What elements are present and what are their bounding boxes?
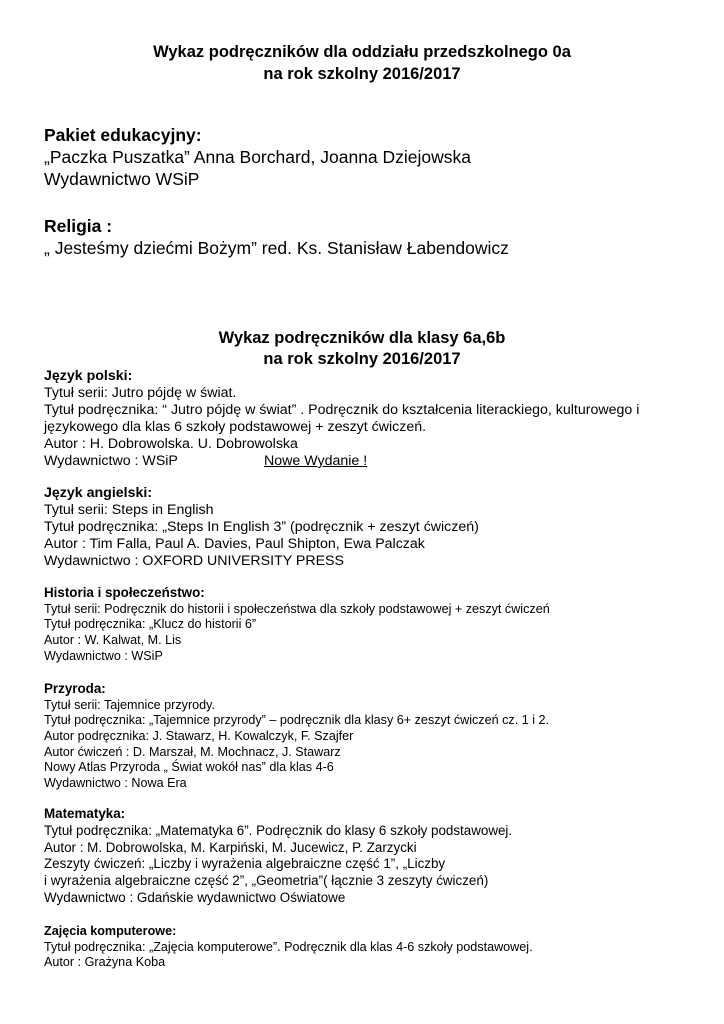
section-komputerowe	[44, 924, 684, 971]
religia-title-line: „ Jesteśmy dziećmi Bożym” red. Ks. Stanisław Łabendowicz	[44, 238, 509, 258]
title-preschool-line2: na rok szkolny 2016/2017	[263, 65, 461, 83]
workbooks-line-2: i wyrażenia algebraiczne część 2”, „Geometria”( łącznie 3 zeszyty ćwiczeń)	[44, 873, 489, 889]
textbook-line: Tytuł podręcznika: „Klucz do historii 6”	[44, 617, 257, 632]
new-edition-note: Nowe Wydanie !	[264, 453, 368, 469]
section-heading: Język angielski:	[44, 485, 153, 501]
section-heading: Historia i społeczeństwo:	[44, 585, 205, 600]
textbook-line: Tytuł podręcznika: „Tajemnice przyrody” – podręcznik dla klasy 6+ zeszyt ćwiczeń cz. 1 i 2.	[44, 713, 550, 728]
series-line: Tytuł serii: Jutro pójdę w świat.	[44, 385, 237, 401]
author-line: Autor : H. Dobrowolska. U. Dobrowolska	[44, 436, 298, 452]
section-heading: Przyroda:	[44, 681, 106, 696]
textbook-author-line: Autor podręcznika: J. Stawarz, H. Kowalczyk, F. Szajfer	[44, 728, 354, 743]
series-line: Tytuł serii: Podręcznik do historii i społeczeństwa dla szkoły podstawowej + zeszyt ćwiczeń	[44, 601, 550, 616]
section-historia	[44, 585, 684, 664]
section-angielski	[44, 485, 684, 570]
publisher-line: Wydawnictwo : Gdańskie wydawnictwo Oświatowe	[44, 889, 346, 905]
textbook-line: Tytuł podręcznika: „Matematyka 6”. Podręcznik do klasy 6 szkoły podstawowej.	[44, 822, 513, 838]
title-preschool-line1: Wykaz podręczników dla oddziału przedszkolnego 0a	[153, 43, 571, 61]
author-line: Autor : W. Kalwat, M. Lis	[44, 632, 182, 647]
publisher-line: Wydawnictwo : WSiP	[44, 453, 178, 469]
publisher-row	[44, 453, 684, 470]
series-line: Tytuł serii: Steps in English	[44, 502, 214, 518]
publisher-line: Wydawnictwo : WSiP	[44, 648, 163, 663]
pakiet-heading: Pakiet edukacyjny:	[44, 125, 202, 145]
author-line: Autor : Grażyna Koba	[44, 955, 166, 970]
section-matematyka	[44, 806, 684, 907]
section-przyroda	[44, 681, 684, 791]
workbook-author-line: Autor ćwiczeń : D. Marszał, M. Mochnacz, J. Stawarz	[44, 744, 341, 759]
section-heading: Zajęcia komputerowe:	[44, 924, 177, 938]
pakiet-title-line: „Paczka Puszatka” Anna Borchard, Joanna Dziejowska	[44, 147, 472, 167]
textbook-line: Tytuł podręcznika: „Zajęcia komputerowe”. Podręcznik dla klas 4-6 szkoły podstawowej.	[44, 939, 533, 954]
publisher-line: Wydawnictwo : OXFORD UNIVERSITY PRESS	[44, 553, 344, 569]
title-class6-line2: na rok szkolny 2016/2017	[263, 350, 461, 368]
textbook-line: Tytuł podręcznika: “ Jutro pójdę w świat” . Podręcznik do kształcenia literackiego, kulturowego i językowego dla klas 6 szkoły podstawowej + zeszyt ćwiczeń.	[44, 402, 640, 435]
section-heading: Matematyka:	[44, 806, 126, 821]
section-polski	[44, 368, 684, 470]
publisher-line: Wydawnictwo : Nowa Era	[44, 775, 187, 790]
workbooks-line-1: Zeszyty ćwiczeń: „Liczby i wyrażenia algebraiczne część 1”, „Liczby	[44, 856, 446, 872]
title-class6-line1: Wykaz podręczników dla klasy 6a,6b	[218, 329, 506, 347]
textbook-line: Tytuł podręcznika: „Steps In English 3” (podręcznik + zeszyt ćwiczeń)	[44, 519, 479, 535]
series-line: Tytuł serii: Tajemnice przyrody.	[44, 697, 216, 712]
author-line: Autor : M. Dobrowolska, M. Karpiński, M. Jucewicz, P. Zarzycki	[44, 839, 417, 855]
author-line: Autor : Tim Falla, Paul A. Davies, Paul Shipton, Ewa Palczak	[44, 536, 425, 552]
religia-heading: Religia :	[44, 216, 113, 236]
section-heading: Język polski:	[44, 368, 133, 384]
pakiet-publisher-line: Wydawnictwo WSiP	[44, 169, 200, 189]
atlas-line: Nowy Atlas Przyroda „ Świat wokół nas” dla klas 4-6	[44, 760, 334, 775]
